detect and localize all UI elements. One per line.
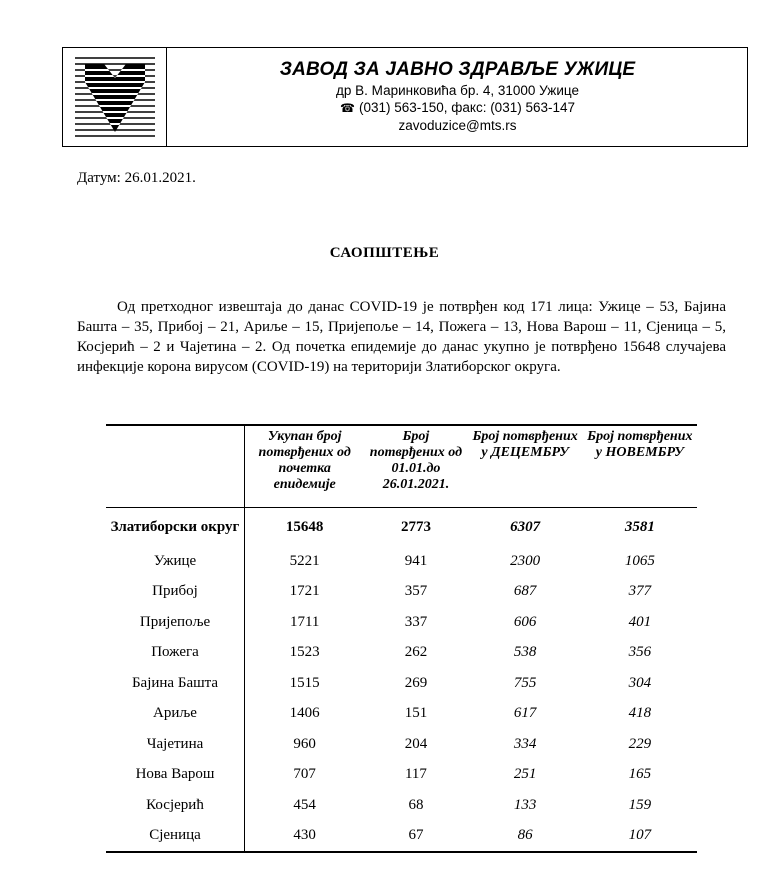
cell-total: 960	[245, 729, 365, 760]
cell-name: Златиборски округ	[110, 518, 240, 535]
cell-name: Бајина Башта	[131, 674, 219, 691]
org-address: др В. Маринковића бр. 4, 31000 Ужице	[336, 83, 579, 98]
cell-since-jan: 67	[408, 827, 424, 844]
cell-since-jan: 2773	[400, 518, 431, 535]
cell-november: 159	[628, 796, 652, 813]
summary-row	[106, 508, 697, 547]
cell-name: Чајетина	[146, 735, 204, 752]
header-december: Број потврђених у ДЕЦЕМБРУ	[468, 425, 583, 508]
cell-december: 6307	[510, 518, 541, 535]
cell-name: Косјерић	[146, 796, 204, 813]
table-row	[106, 699, 697, 730]
cell-total: 430	[245, 821, 365, 853]
header-november: Број потврђених у НОВЕМБРУ	[583, 425, 697, 508]
cell-since-jan: 204	[404, 735, 428, 752]
document-title: САОПШТЕЊЕ	[329, 245, 440, 261]
letterhead	[62, 47, 748, 147]
cell-november: 418	[628, 705, 652, 722]
cell-december: 133	[513, 796, 537, 813]
header-region	[106, 425, 245, 508]
header-since-jan: Број потврђених од 01.01.до 26.01.2021.	[364, 425, 467, 508]
table-row	[106, 546, 697, 577]
org-email[interactable]: zavoduzice@mts.rs	[398, 118, 517, 133]
cell-since-jan: 151	[404, 705, 428, 722]
cell-december: 538	[513, 644, 537, 661]
cell-since-jan: 117	[404, 766, 427, 783]
cell-total: 1406	[245, 699, 365, 730]
cell-name: Прибој	[152, 583, 198, 600]
cell-december: 606	[513, 613, 537, 630]
cell-total: 5221	[245, 546, 365, 577]
org-info	[168, 58, 747, 134]
cell-total: 1523	[245, 638, 365, 669]
cell-since-jan: 357	[404, 583, 428, 600]
logo-box	[63, 48, 167, 146]
cell-since-jan: 269	[404, 674, 428, 691]
cell-name: Пожега	[151, 644, 199, 661]
org-name: ЗАВОД ЗА ЈАВНО ЗДРАВЉЕ УЖИЦЕ	[279, 59, 636, 80]
table-row	[106, 577, 697, 608]
telephone-icon: ☎	[340, 101, 355, 115]
cell-name: Ужице	[153, 552, 197, 569]
table-row	[106, 790, 697, 821]
cell-november: 401	[628, 613, 652, 630]
institute-logo	[71, 52, 159, 142]
cell-november: 3581	[624, 518, 655, 535]
table-row	[106, 729, 697, 760]
cell-november: 356	[628, 644, 652, 661]
table-row	[106, 607, 697, 638]
table-row	[106, 638, 697, 669]
cell-total: 454	[245, 790, 365, 821]
cell-since-jan: 262	[404, 644, 428, 661]
cell-total: 707	[245, 760, 365, 791]
cell-november: 304	[628, 674, 652, 691]
org-phone-fax-line	[168, 99, 747, 117]
cell-since-jan: 68	[408, 796, 424, 813]
table-row	[106, 668, 697, 699]
org-phone-fax: (031) 563-150, факс: (031) 563-147	[358, 100, 575, 115]
cell-name: Ариље	[153, 705, 197, 722]
cell-november: 107	[628, 827, 652, 844]
table-body	[106, 508, 697, 853]
cases-table	[106, 424, 697, 853]
table-row	[106, 821, 697, 853]
table-row	[106, 760, 697, 791]
cell-november: 377	[628, 583, 652, 600]
cell-since-jan: 941	[404, 552, 428, 569]
cell-december: 2300	[510, 552, 541, 569]
cell-total: 1721	[245, 577, 365, 608]
cell-name: Пријепоље	[139, 613, 211, 630]
cell-november: 229	[628, 735, 652, 752]
cell-total: 1515	[245, 668, 365, 699]
body-paragraph: Од претходног извештаја до данас COVID-19 је потврђен код 171 лица: Ужице – 53, Бајина Башта – 35, Прибој – 21, Ариље – 15, Пријепоље – 14, Пожега – 13, Нова Варош – 11, Сјеница – 5, Косјерић – 2 и Чајетина – 2. Од почетка епидемије до данас укупно је потврђено 15648 случајева инфекције корона вирусом (COVID-19) на територији Златиборског округа.	[77, 299, 726, 375]
cell-december: 755	[513, 674, 537, 691]
table-header-row	[106, 425, 697, 508]
cell-december: 86	[517, 827, 533, 844]
cell-december: 617	[513, 705, 537, 722]
cell-total: 1711	[245, 607, 365, 638]
cell-total: 15648	[245, 508, 365, 547]
cell-december: 334	[513, 735, 537, 752]
cell-december: 251	[513, 766, 537, 783]
header-total: Укупан број потврђених од почетка епидемије	[245, 425, 365, 508]
document-date: Датум: 26.01.2021.	[77, 170, 196, 186]
cell-december: 687	[513, 583, 537, 600]
cell-name: Сјеница	[149, 827, 201, 844]
cell-name: Нова Варош	[135, 766, 215, 783]
cell-since-jan: 337	[404, 613, 428, 630]
cell-november: 1065	[624, 552, 655, 569]
cell-november: 165	[628, 766, 652, 783]
